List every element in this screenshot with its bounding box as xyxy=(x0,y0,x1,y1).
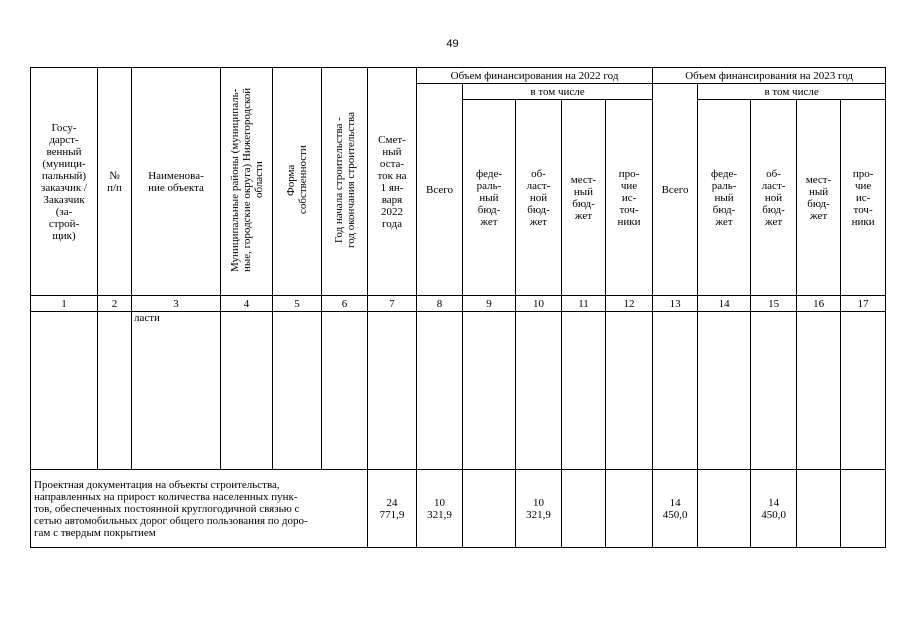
column-number: 7 xyxy=(368,296,417,312)
column-number-row xyxy=(31,296,886,312)
header-object-name: Наименова- ние объекта xyxy=(132,68,221,296)
column-number: 4 xyxy=(221,296,273,312)
federal-2022-value xyxy=(463,470,516,548)
header-group-2023: Объем финансирования на 2023 год xyxy=(653,68,886,84)
header-federal-2023: феде- раль- ный бюд- жет xyxy=(698,100,751,296)
other-2023-value xyxy=(841,470,886,548)
table-cell xyxy=(841,312,886,470)
column-number: 17 xyxy=(841,296,886,312)
table-cell xyxy=(562,312,606,470)
table-cell xyxy=(368,312,417,470)
header-group-2022: Объем финансирования на 2022 год xyxy=(417,68,653,84)
table-row xyxy=(31,470,886,548)
column-number: 15 xyxy=(751,296,797,312)
column-number: 5 xyxy=(273,296,322,312)
column-number: 12 xyxy=(606,296,653,312)
header-local-2022: мест- ный бюд- жет xyxy=(562,100,606,296)
table-cell xyxy=(797,312,841,470)
header-municipal-districts: Муниципальные районы (муниципаль- ные, городские округа) Нижегородской области xyxy=(221,68,273,296)
header-construction-years: Год начала строительства - год окончания строительства xyxy=(322,68,368,296)
column-number: 3 xyxy=(132,296,221,312)
table-cell xyxy=(516,312,562,470)
header-including-2023: в том числе xyxy=(698,84,886,100)
column-number: 8 xyxy=(417,296,463,312)
estimated-balance-value: 24 771,9 xyxy=(368,470,417,548)
total-2023-value: 14 450,0 xyxy=(653,470,698,548)
header-ownership-form: Форма собственности xyxy=(273,68,322,296)
header-total-2023: Всего xyxy=(653,84,698,296)
header-federal-2022: феде- раль- ный бюд- жет xyxy=(463,100,516,296)
table-cell xyxy=(322,312,368,470)
column-number: 13 xyxy=(653,296,698,312)
table-cell xyxy=(273,312,322,470)
header-regional-2023: об- ласт- ной бюд- жет xyxy=(751,100,797,296)
local-2022-value xyxy=(562,470,606,548)
table-row xyxy=(31,312,886,470)
header-total-2022: Всего xyxy=(417,84,463,296)
table-cell xyxy=(463,312,516,470)
header-row-number: № п/п xyxy=(98,68,132,296)
page-number: 49 xyxy=(446,38,459,50)
table-cell xyxy=(417,312,463,470)
table-cell xyxy=(606,312,653,470)
federal-2023-value xyxy=(698,470,751,548)
column-number: 11 xyxy=(562,296,606,312)
column-number: 9 xyxy=(463,296,516,312)
header-estimated-balance: Смет- ный оста- ток на 1 ян- варя 2022 года xyxy=(368,68,417,296)
table-cell xyxy=(751,312,797,470)
column-number: 6 xyxy=(322,296,368,312)
header-regional-2022: об- ласт- ной бюд- жет xyxy=(516,100,562,296)
table-cell xyxy=(698,312,751,470)
header-other-2023: про- чие ис- точ- ники xyxy=(841,100,886,296)
header-local-2023: мест- ный бюд- жет xyxy=(797,100,841,296)
column-number: 2 xyxy=(98,296,132,312)
regional-2022-value: 10 321,9 xyxy=(516,470,562,548)
header-other-2022: про- чие ис- точ- ники xyxy=(606,100,653,296)
table-cell xyxy=(98,312,132,470)
table-cell xyxy=(31,312,98,470)
financing-table xyxy=(30,67,886,548)
local-2023-value xyxy=(797,470,841,548)
summary-label: Проектная документация на объекты строительства, направленных на прирост количества населенных пунк- тов, обеспеченных постоянной круглогодичной связью с сетью автомобильных дорог общего пользования по доро- гам с твердым покрытием xyxy=(31,470,368,548)
object-name-continuation: ласти xyxy=(132,312,221,470)
table-cell xyxy=(653,312,698,470)
total-2022-value: 10 321,9 xyxy=(417,470,463,548)
header-including-2022: в том числе xyxy=(463,84,653,100)
column-number: 10 xyxy=(516,296,562,312)
header-customer: Госу- дарст- венный (муници- пальный) заказчик / Заказчик (за- строй- щик) xyxy=(31,68,98,296)
table-cell xyxy=(221,312,273,470)
regional-2023-value: 14 450,0 xyxy=(751,470,797,548)
column-number: 16 xyxy=(797,296,841,312)
other-2022-value xyxy=(606,470,653,548)
column-number: 14 xyxy=(698,296,751,312)
column-number: 1 xyxy=(31,296,98,312)
